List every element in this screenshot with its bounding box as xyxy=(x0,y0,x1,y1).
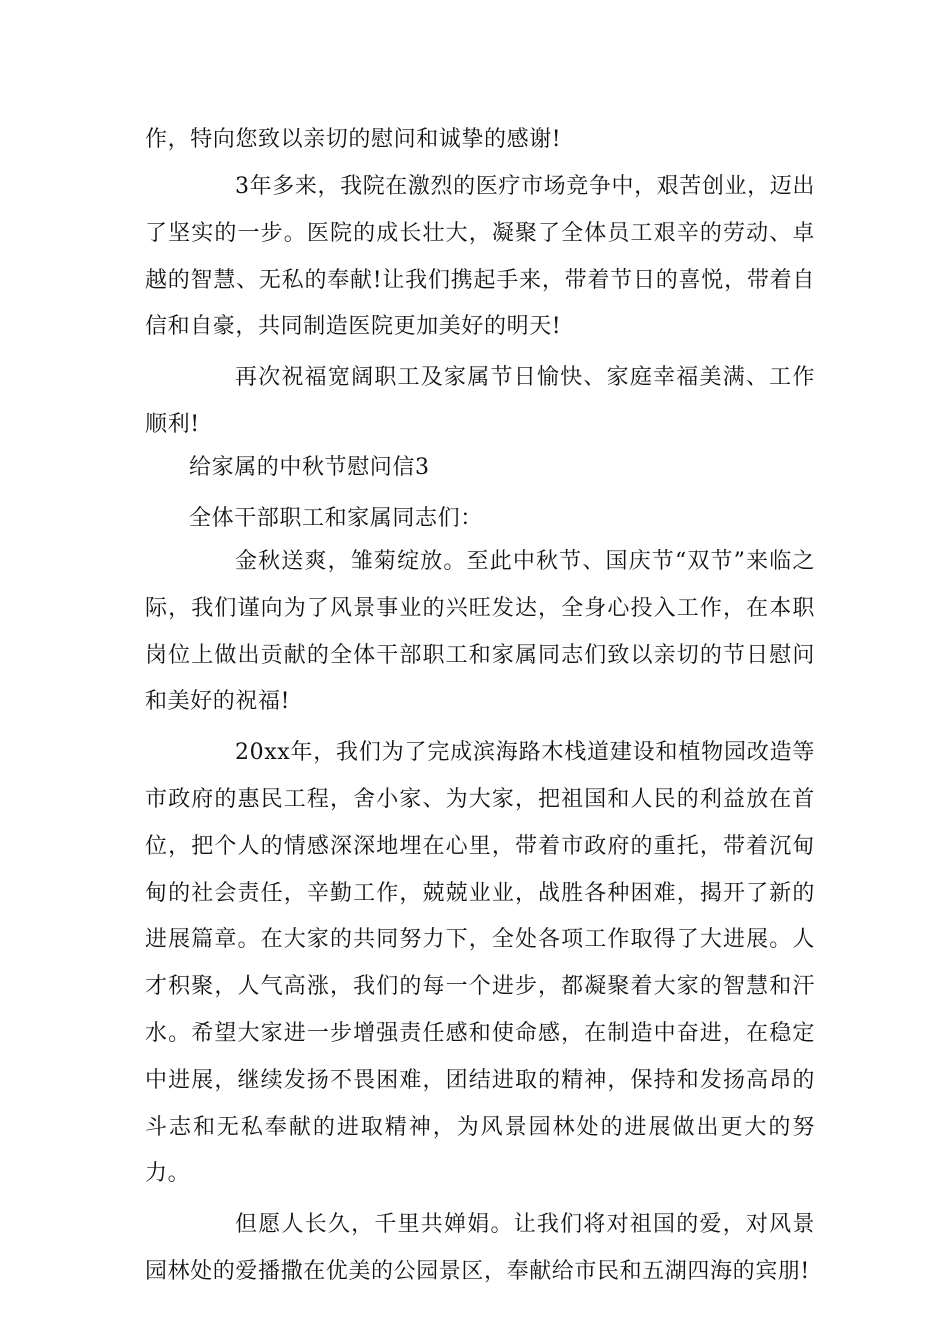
paragraph-long-life-wish: 但愿人长久，千里共婵娟。让我们将对祖国的爱，对风景园林处的爱播撒在优美的公园景区，奉献给市民和五湖四海的宾朋! xyxy=(145,1212,815,1284)
letter-header xyxy=(145,445,815,543)
letter-body-part-1 xyxy=(145,164,815,449)
letter-body-part-2 xyxy=(145,539,815,1296)
paragraph-continuation: 作，特向您致以亲切的慰问和诚挚的感谢! xyxy=(145,127,562,152)
paragraph-three-years: 3年多来，我院在激烈的医疗市场竞争中，艰苦创业，迈出了坚实的一步。医院的成长壮大，凝聚了全体员工艰辛的劳动、卓越的智慧、无私的奉献!让我们携起手来，带着节日的喜悦，带着自信和自豪，共同制造医院更加美好的明天! xyxy=(145,174,815,340)
paragraph-20xx: 20xx年，我们为了完成滨海路木栈道建设和植物园改造等市政府的惠民工程，舍小家、为大家，把祖国和人民的利益放在首位，把个人的情感深深地埋在心里，带着市政府的重托，带着沉甸甸的社会责任，辛勤工作，兢兢业业，战胜各种困难，揭开了新的进展篇章。在大家的共同努力下，全处各项工作取得了大进展。人才积聚，人气高涨，我们的每一个进步，都凝聚着大家的智慧和汗水。希望大家进一步增强责任感和使命感，在制造中奋进，在稳定中进展，继续发扬不畏困难，团结进取的精神，保持和发扬高昂的斗志和无私奉献的进取精神，为风景园林处的进展做出更大的努力。 xyxy=(145,740,815,1187)
paragraph-golden-autumn: 金秋送爽，雏菊绽放。至此中秋节、国庆节“双节”来临之际，我们谨向为了风景事业的兴旺发达，全身心投入工作，在本职岗位上做出贡献的全体干部职工和家属同志们致以亲切的节日慰问和美好的祝福! xyxy=(145,549,815,715)
paragraph-wishes-again: 再次祝福宽阔职工及家属节日愉快、家庭幸福美满、工作顺利! xyxy=(145,365,815,437)
letter-salutation: 全体干部职工和家属同志们： xyxy=(189,505,483,531)
letter-title: 给家属的中秋节慰问信3 xyxy=(189,455,430,480)
